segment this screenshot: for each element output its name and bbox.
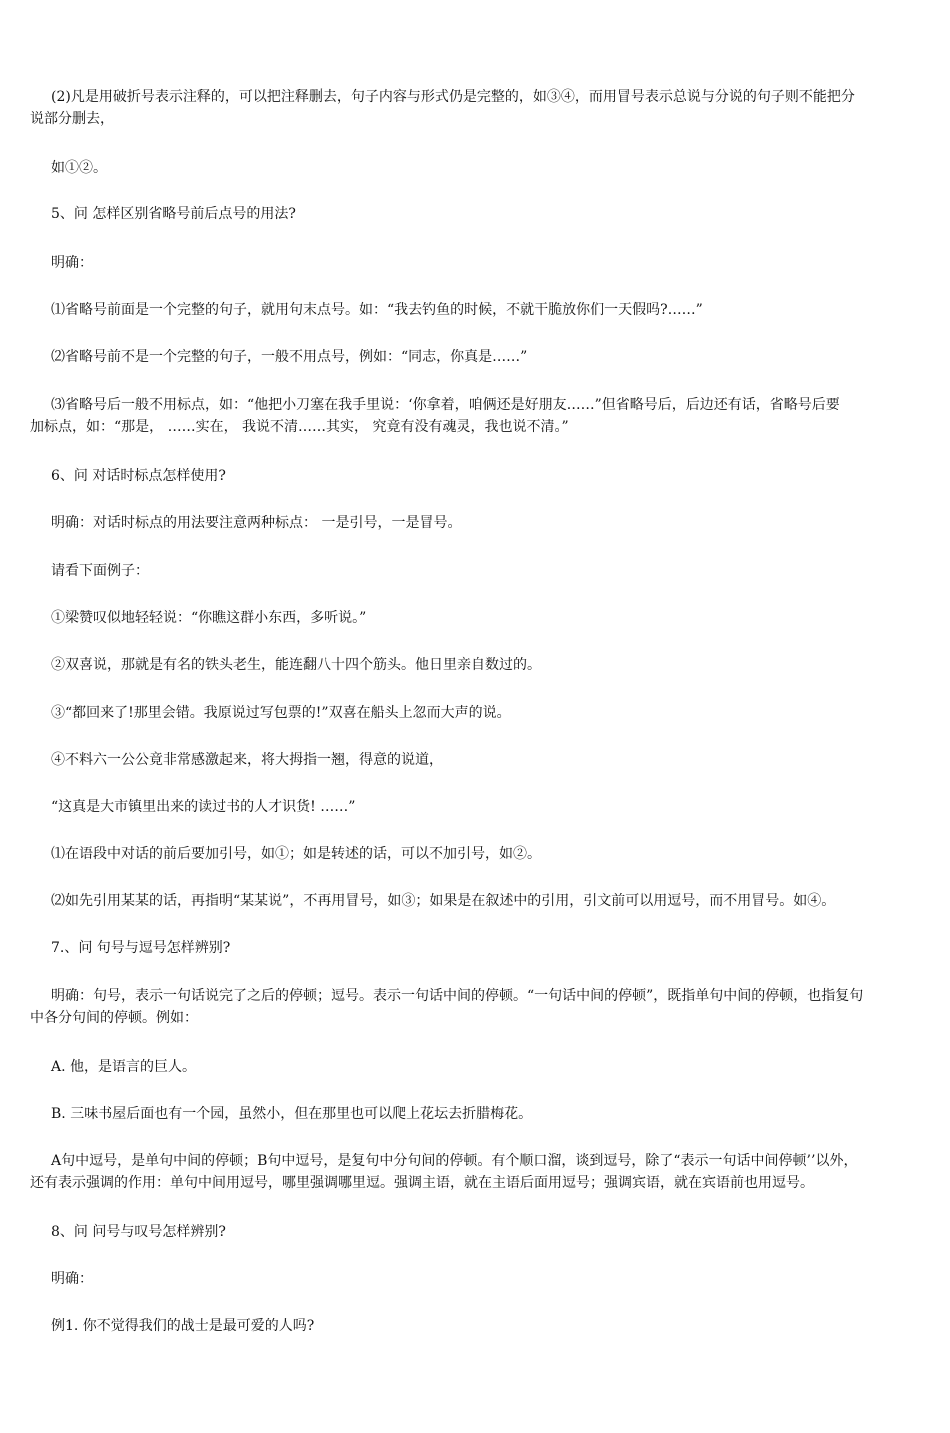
question-8-heading xyxy=(30,1221,910,1243)
question-6-heading xyxy=(30,465,910,487)
text-line: ⑵省略号前不是一个完整的句子，一般不用点号，例如：“同志，你真是……” xyxy=(51,349,528,365)
text-line: 例1. 你不觉得我们的战士是最可爱的人吗? xyxy=(51,1318,315,1334)
text-line: (2)凡是用破折号表示注释的，可以把注释删去，句子内容与形式仍是完整的，如③④，而用冒号表示总说与分说的句子则不能把分 xyxy=(51,89,855,105)
text-line: ⑴在语段中对话的前后要加引号，如①；如是转述的话，可以不加引号，如②。 xyxy=(51,846,541,862)
text-line: ⑴省略号前面是一个完整的句子，就用句末点号。如：“我去钓鱼的时候，不就干脆放你们一天假吗?……” xyxy=(51,302,703,318)
answer-6 xyxy=(30,512,910,534)
text-line: 说部分删去， xyxy=(30,111,114,127)
text-line: ⑶省略号后一般不用标点，如：“他把小刀塞在我手里说：‘你拿着，咱俩还是好朋友……”但省略号后，后边还有话，省略号后要 xyxy=(51,397,840,413)
text-line: 明确： xyxy=(51,255,93,271)
answer-label xyxy=(30,1268,910,1290)
example-2 xyxy=(30,654,910,676)
example-4 xyxy=(30,749,910,771)
text-line: “这真是大市镇里出来的读过书的人才识货! ……” xyxy=(51,799,356,815)
text-line: 明确：句号，表示一句话说完了之后的停顿；逗号。表示一句话中间的停顿。“一句话中间的停顿”，既指单句中间的停顿，也指复句 xyxy=(51,988,864,1004)
text-line: ②双喜说，那就是有名的铁头老生，能连翻八十四个筋头。他日里亲自数过的。 xyxy=(51,657,541,673)
question-5-heading xyxy=(30,203,910,225)
text-line: 明确：对话时标点的用法要注意两种标点： 一是引号，一是冒号。 xyxy=(51,515,462,531)
text-line: ①梁赞叹似地轻轻说：“你瞧这群小东西，多听说。” xyxy=(51,610,367,626)
answer-label xyxy=(30,252,910,274)
paragraph-ellipsis-2 xyxy=(30,346,910,368)
examples-intro xyxy=(30,560,910,582)
text-line: 5、问 怎样区别省略号前后点号的用法? xyxy=(51,206,296,222)
example-4-quote xyxy=(30,796,910,818)
text-line: A句中逗号，是单句中间的停顿；B句中逗号，是复句中分句间的停顿。有个顺口溜，谈到逗号，除了“表示一句话中间停顿’’以外， xyxy=(51,1153,858,1169)
example-b xyxy=(30,1103,910,1125)
paragraph-dialogue-1 xyxy=(30,843,910,865)
paragraph-dialogue-2 xyxy=(30,890,910,912)
text-line: 7.、问 句号与逗号怎样辨别? xyxy=(51,940,231,956)
text-line: B. 三味书屋后面也有一个园，虽然小，但在那里也可以爬上花坛去折腊梅花。 xyxy=(51,1106,533,1122)
example-q8-1 xyxy=(30,1315,910,1337)
text-line: ⑵如先引用某某的话，再指明“某某说”，不再用冒号，如③；如果是在叙述中的引用，引文前可以用逗号，而不用冒号。如④。 xyxy=(51,893,836,909)
text-line: ④不料六一公公竟非常感激起来，将大拇指一翘，得意的说道， xyxy=(51,752,443,768)
text-line: ③“都回来了!那里会错。我原说过写包票的!”双喜在船头上忽而大声的说。 xyxy=(51,705,511,721)
answer-7 xyxy=(30,985,910,1029)
question-7-heading xyxy=(30,937,910,959)
paragraph-example-ref xyxy=(30,157,910,179)
paragraph-ellipsis-1 xyxy=(30,299,910,321)
text-line: 中各分句间的停顿。例如： xyxy=(30,1010,198,1026)
paragraph-dash-note-2 xyxy=(30,86,910,130)
example-a xyxy=(30,1056,910,1078)
paragraph-comma-explanation xyxy=(30,1150,910,1194)
text-line: 6、问 对话时标点怎样使用? xyxy=(51,468,226,484)
paragraph-ellipsis-3 xyxy=(30,394,910,438)
text-line: 还有表示强调的作用：单句中间用逗号，哪里强调哪里逗。强调主语，就在主语后面用逗号；强调宾语，就在宾语前也用逗号。 xyxy=(30,1175,814,1191)
text-line: 加标点，如：“那是， ……实在， 我说不清……其实， 究竟有没有魂灵，我也说不清。” xyxy=(30,419,569,435)
text-line: 明确： xyxy=(51,1271,93,1287)
text-line: 8、问 问号与叹号怎样辨别? xyxy=(51,1224,226,1240)
example-1 xyxy=(30,607,910,629)
text-line: 如①②。 xyxy=(51,160,107,176)
text-line: 请看下面例子： xyxy=(51,563,149,579)
text-line: A. 他，是语言的巨人。 xyxy=(51,1059,197,1075)
example-3 xyxy=(30,702,910,724)
